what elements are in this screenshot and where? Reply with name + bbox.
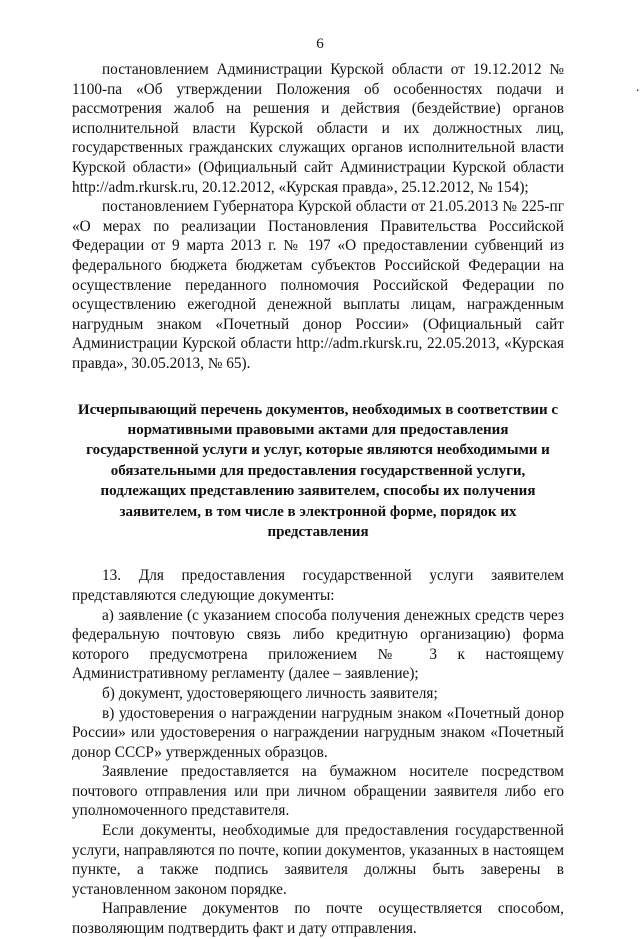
paragraph-postal-method: Направление документов по почте осуществляется способом, позволяющим подтвердить факт и дату отправления. — [72, 900, 564, 938]
paragraph-resolution-225pg: постановлением Губернатора Курской области от 21.05.2013 № 225-пг «О мерах по реализации Постановления Правительства Российской Федерации от 9 марта 2013 г. № 197 «О предоставлении субвенций из федерального бюджета бюджетам субъектов Российской Федерации на осуществление переданного полномочия Российской Федерации по осуществлению ежегодной денежной выплаты лицам, награжденным нагрудным знаком «Почетный донор России» (Официальный сайт Администрации Курской области http://adm.rkursk.ru, 22.05.2013, «Курская правда», 30.05.2013, № 65). — [72, 198, 564, 372]
margin-mark: · — [635, 84, 640, 99]
paragraph-item-a: а) заявление (с указанием способа получения денежных средств через федеральную почтовую связь либо кредитную организацию) форма которого предусмотрена приложением № 3 к настоящему Административному регламенту (далее – заявление); — [72, 606, 564, 683]
paragraph-item-13: 13. Для предоставления государственной услуги заявителем представляются следующие документы: — [72, 567, 564, 604]
document-body — [72, 60, 564, 939]
section-heading: Исчерпывающий перечень документов, необходимых в соответствии с нормативными правовыми актами для предоставления государственной услуги и услуг, которые являются необходимыми и обязательными для предоставления государственной услуги, подлежащих представлению заявителем, способы их получения заявителем, в том числе в электронной форме, порядок их представления — [77, 401, 559, 540]
paragraph-postal-copies: Если документы, необходимые для предоставления государственной услуги, направляются по почте, копии документов, указанных в настоящем пункте, а также подпись заявителя должны быть заверены в установленном законом порядке. — [72, 822, 564, 898]
page-number: 6 — [316, 36, 324, 52]
paragraph-item-b: б) документ, удостоверяющего личность заявителя; — [102, 684, 438, 702]
paragraph-submission: Заявление предоставляется на бумажном носителе посредством почтового отправления или при личном обращении заявителя либо его уполномоченного представителя. — [72, 763, 564, 820]
paragraph-resolution-1100pa: постановлением Администрации Курской области от 19.12.2012 № 1100-па «Об утверждении Положения об особенностях подачи и рассмотрения жалоб на решения и действия (бездействие) органов исполнительной власти Курской области и их должностных лиц, государственных гражданских служащих органов исполнительной власти Курской области» (Официальный сайт Администрации Курской области http://adm.rkursk.ru, 20.12.2012, «Курская правда», 25.12.2012, № 154); — [72, 61, 564, 196]
paragraph-item-v: в) удостоверения о награждении нагрудным знаком «Почетный донор России» или удостоверения о награждении нагрудным знаком «Почетный донор СССР» утвержденных образцов. — [72, 704, 564, 761]
